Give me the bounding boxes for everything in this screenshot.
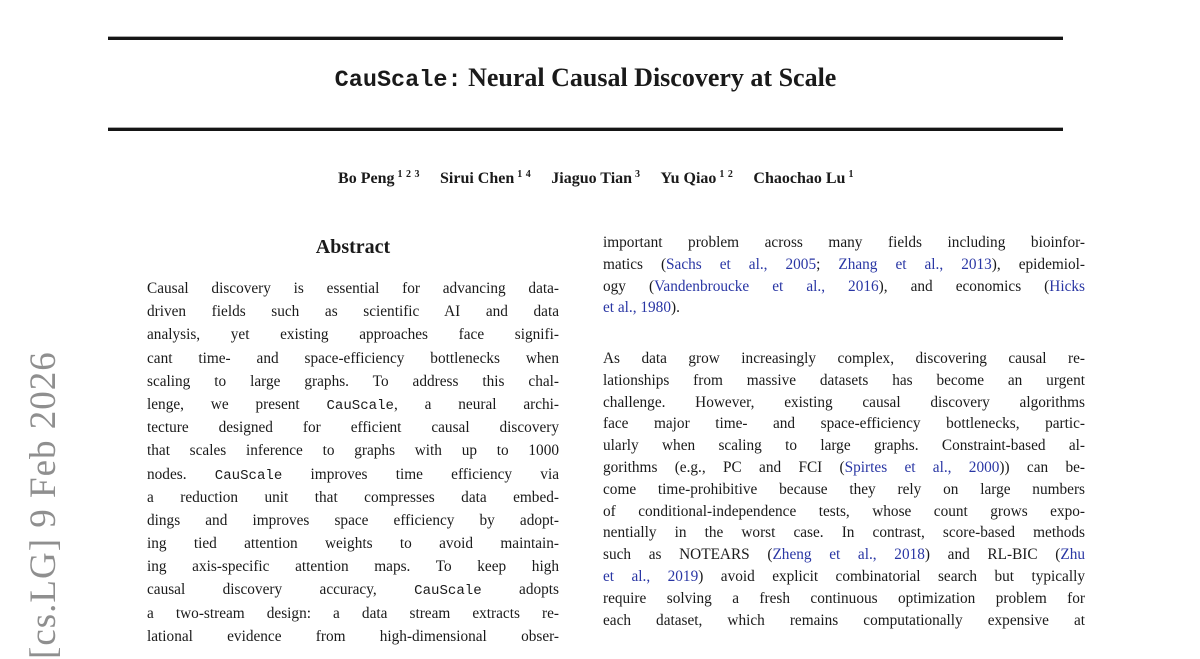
author-name: Yu Qiao [660, 170, 717, 188]
author [338, 170, 420, 187]
text-span: face major time- and space-efficiency bottlenecks, partic- [603, 415, 1085, 433]
text-span: analysis, yet existing approaches face signifi- [147, 326, 559, 344]
text-line [147, 578, 559, 601]
author-affiliation-sup: 1 4 [517, 169, 532, 180]
text-line [147, 463, 559, 486]
text-span: causal discovery accuracy, [147, 581, 415, 599]
author-affiliation-sup: 3 [635, 169, 641, 180]
text-span: driven fields such as scientific AI and data [147, 303, 559, 321]
text-span: lenge, we present [147, 395, 327, 413]
text-line [603, 232, 1085, 254]
text-line [147, 393, 559, 416]
text-line [603, 435, 1085, 457]
text-span: that scales inference to graphs with up to 1000 [147, 442, 559, 460]
text-span: lational evidence from high-dimensional obser- [147, 627, 559, 645]
citation-link[interactable]: Vandenbroucke et al., 2016 [654, 277, 879, 295]
text-span: of conditional-independence tests, whose count grows expo- [603, 502, 1085, 520]
citation-link[interactable]: et al., 1980 [603, 299, 671, 317]
text-span: As data grow increasingly complex, discovering causal re- [603, 350, 1085, 367]
text-span: each dataset, which remains computationally expensive at [603, 611, 1085, 629]
text-span: nentially in the worst case. In contrast, score-based methods [603, 524, 1085, 542]
citation-link[interactable]: Zheng et al., 2018 [772, 546, 925, 564]
text-line [603, 297, 1085, 319]
inline-code: CauScale [414, 583, 482, 600]
text-line [603, 610, 1085, 632]
text-span: gorithms (e.g., PC and FCI ( [603, 458, 845, 476]
text-line [147, 602, 559, 625]
text-line [603, 392, 1085, 414]
text-span: adopts [481, 581, 559, 599]
author-affiliation-sup: 1 2 3 [397, 169, 420, 180]
text-line [147, 555, 559, 578]
text-span: ; [816, 255, 839, 273]
author [661, 170, 734, 187]
text-span: scaling to large graphs. To address this chal- [147, 372, 559, 390]
text-span: )) can be- [999, 458, 1085, 476]
author-name: Chaochao Lu [753, 170, 846, 188]
text-line [147, 625, 559, 648]
author-name: Sirui Chen [440, 170, 515, 188]
text-span: require solving a fresh continuous optimization problem for [603, 589, 1085, 607]
text-span: ), epidemiol- [991, 255, 1085, 273]
text-span: ogy ( [603, 277, 655, 295]
title-rule-top [108, 36, 1063, 40]
text-line [603, 479, 1085, 501]
text-span: lationships from massive datasets has become an urgent [603, 371, 1085, 389]
author-affiliation-sup: 1 2 [719, 169, 734, 180]
text-span: important problem across many fields including bioinfor- [603, 234, 1085, 251]
text-span: Causal discovery is essential for advancing data- [147, 280, 559, 297]
text-span: ing axis-specific attention maps. To keep high [147, 558, 559, 576]
title-code-word: CauScale: [334, 67, 462, 94]
text-line [147, 439, 559, 462]
authors-line [0, 169, 1192, 188]
inline-code: CauScale [214, 467, 283, 484]
arxiv-stamp: [cs.LG] 9 Feb 2026 [23, 351, 64, 659]
text-line [603, 544, 1085, 566]
author-name: Bo Peng [338, 170, 395, 188]
text-span: cant time- and space-efficiency bottlenecks when [147, 349, 559, 367]
text-span: , a neural archi- [393, 395, 559, 413]
text-line [147, 323, 559, 346]
paper-title [108, 62, 1063, 97]
author-affiliation-sup: 1 [848, 169, 854, 180]
inline-code: CauScale [326, 397, 394, 414]
text-line [147, 486, 559, 509]
author [440, 170, 531, 187]
text-span: tecture designed for efficient causal discovery [147, 419, 559, 437]
text-line [603, 566, 1085, 588]
text-line [603, 522, 1085, 544]
citation-link[interactable]: Hicks [1049, 277, 1085, 295]
citation-link[interactable]: Zhang et al., 2013 [838, 255, 992, 273]
text-line [603, 501, 1085, 523]
text-line [603, 370, 1085, 392]
abstract-body [147, 277, 559, 648]
text-line [147, 370, 559, 393]
text-line [603, 254, 1085, 276]
text-line [603, 276, 1085, 298]
intro-paragraph-2 [603, 348, 1085, 631]
citation-link[interactable]: Zhu [1060, 546, 1085, 564]
text-span: ). [670, 299, 680, 317]
citation-link[interactable]: et al., 2019 [603, 567, 699, 585]
text-span: challenge. However, existing causal discovery algorithms [603, 393, 1085, 411]
text-line [603, 348, 1085, 370]
abstract-heading: Abstract [315, 236, 391, 258]
title-rule-bottom [108, 127, 1063, 131]
intro-paragraph-1 [603, 232, 1085, 319]
text-span: ) avoid explicit combinatorial search but typically [698, 567, 1085, 585]
text-line [147, 277, 559, 300]
text-span: a two-stream design: a data stream extracts re- [147, 604, 559, 622]
text-line [603, 588, 1085, 610]
text-span: improves time efficiency via [282, 465, 559, 483]
text-line [603, 457, 1085, 479]
text-span: a reduction unit that compresses data embed- [147, 488, 559, 506]
text-span: matics ( [603, 255, 667, 273]
text-span: ), and economics ( [878, 277, 1050, 295]
text-span: ing tied attention weights to avoid maintain- [147, 535, 559, 553]
text-span: dings and improves space efficiency by adopt- [147, 511, 559, 529]
text-line [147, 300, 559, 323]
citation-link[interactable]: Sachs et al., 2005 [666, 255, 817, 273]
text-span: come time-prohibitive because they rely on large numbers [603, 480, 1085, 498]
text-line [147, 347, 559, 370]
text-span: ) and RL-BIC ( [924, 546, 1061, 564]
author [753, 170, 854, 187]
author-name: Jiaguo Tian [551, 170, 633, 188]
author [551, 170, 640, 187]
text-line [147, 509, 559, 532]
title-text: Neural Causal Discovery at Scale [461, 63, 837, 92]
text-line [147, 416, 559, 439]
text-span: ularly when scaling to large graphs. Constraint-based al- [603, 437, 1085, 455]
text-line [147, 532, 559, 555]
text-span: such as NOTEARS ( [603, 546, 773, 564]
citation-link[interactable]: Spirtes et al., 2000 [844, 458, 1000, 476]
text-span: nodes. [147, 465, 215, 483]
text-line [603, 413, 1085, 435]
